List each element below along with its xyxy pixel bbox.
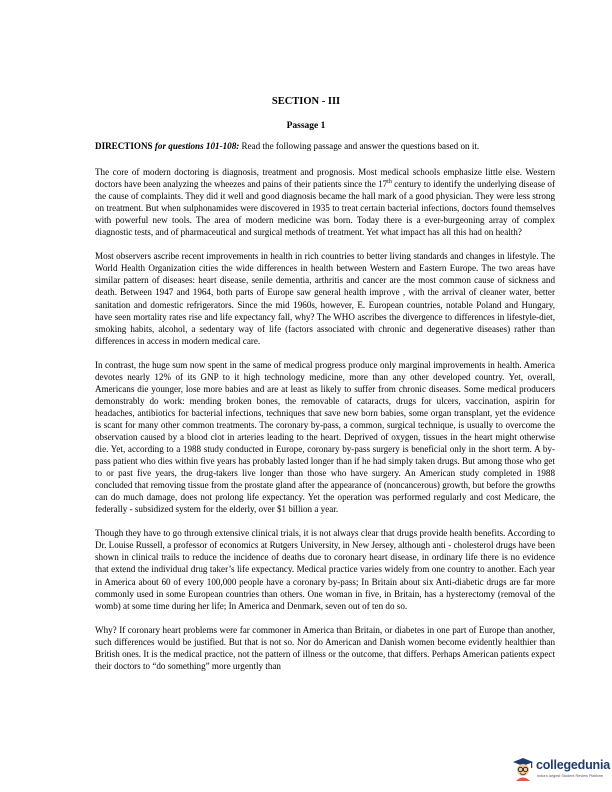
- directions-paragraph: [95, 140, 555, 152]
- logo-tagline: India's largest Student Review Platform: [537, 774, 604, 778]
- passage-title: Passage 1: [286, 121, 326, 131]
- paragraph-1-text-b: century to identify the underlying disease of the cause of complaints. They did it well and good diagnosis became the hall mark of a good physician. They were less strong on treatment. But when sulphonamides were discovered in 1935 to treat certain bacterial infections, doctors found themselves with powerful new tools. The area of modern medicine was born. Today there is a ever-burgeoning array of complex diagnostic tests, and of pharmaceutical and surgical methods of treatment. Yet what impact has all this had on health?: [95, 179, 556, 238]
- paragraph-1-text-a: The core of modern doctoring is diagnosis, treatment and prognosis. Most medical schools emphasize little else. Western doctors have been analyzing the wheezes and pains of their patients since the 17: [95, 167, 555, 190]
- paragraph-3: In contrast, the huge sum now spent in the same of medical progress produce only marginal improvements in health. America devotes nearly 12% of its GNP to it high technology medicine, more than any other developed country. Yet, overall, Americans die younger, lose more babies and are at least as likely to suffer from chronic diseases. Some medical producers demonstrably do work: mending broken bones, the removable of cataracts, drugs for ulcers, vaccination, aspirin for headaches, antibiotics for bacterial infections, techniques that save new born babies, some organ transplant, yet the evidence is scant for many other common treatments. The coronary by-pass, a common, surgical technique, is usually to overcome the observation caused by a blood clot in arteries leading to the heart. Deprived of oxygen, tissues in the heart might otherwise die. Yet, according to a 1988 study conducted in Europe, coronary by-pass surgery is beneficial only in the short term. A by-pass patient who dies within five years has probably lasted longer than if he had simply taken drugs. But among those who get to or past five years, the drug-takers live longer than those who have surgery. An American study completed in 1988 concluded that removing tissue from the prostate gland after the appearance of (noncancerous) growth, but before the growths can do much damage, does not prolong life expectancy. Yet the operation was performed regularly and cost Medicare, the federally - subsidized system for the elderly, over $1 billion a year.: [95, 359, 555, 515]
- directions-label: DIRECTIONS: [95, 141, 155, 151]
- logo-wordmark: collegedunia: [536, 758, 611, 772]
- directions-range: for questions 101-108:: [154, 141, 240, 151]
- section-title: SECTION - III: [271, 96, 341, 107]
- collegedunia-logo: [512, 755, 611, 785]
- paragraph-5: Why? If coronary heart problems were far commoner in America than Britain, or diabetes in one part of Europe than another, such differences would be justified. But that is not so. Nor do American and Danish women become evidently healthier than British ones. It is the medical practice, not the pattern of illness or the outcome, that differs. Perhaps American patients expect their doctors to “do something” more urgently than: [95, 624, 555, 671]
- paragraph-4: Though they have to go through extensive clinical trials, it is not always clear that drugs provide health benefits. According to Dr. Louise Russell, a professor of economics at Rutgers University, in New Jersey, although anti - cholesterol drugs have been shown in clinical trails to reduce the incidence of deaths due to coronary heart disease, in ordinary life there is no evidence that extend the individual drug taker’s life expectancy. Medical practice varies widely from one country to another. Each year in America about 60 of every 100,000 people have a coronary by-pass; In Britain about six Anti-diabetic drugs are far more commonly used in some European countries than others. One woman in five, in Britain, has a hysterectomy (removal of the womb) at some time during her life; In America and Denmark, seven out of ten do so.: [95, 528, 555, 611]
- paragraph-2: Most observers ascribe recent improvements in health in rich countries to better living standards and changes in lifestyle. The World Health Organization cities the wide differences in health between Western and Eastern Europe. The two areas have similar pattern of diseases: heart disease, senile dementia, arthritis and cancer are the most common cause of sickness and death. Between 1947 and 1964, both parts of Europe saw general health improve , with the arrival of cleaner water, better sanitation and domestic refrigerators. Since the mid 1960s, however, E. European countries, notable Poland and Hungary, have seen mortality rates rise and life expectancy fall, why? The WHO ascribes the divergence to differences in lifestyle-diet, smoking habits, alcohol, a sedentary way of life (factors associated with chronic and degenerative diseases) rather than differences in access in modern medical care.: [95, 251, 555, 346]
- graduate-mascot-icon: [512, 757, 534, 781]
- paragraph-1: [95, 166, 555, 238]
- passage-content: [95, 140, 555, 684]
- superscript-th: th: [387, 179, 392, 186]
- directions-text: Read the following passage and answer the questions based on it.: [239, 141, 480, 151]
